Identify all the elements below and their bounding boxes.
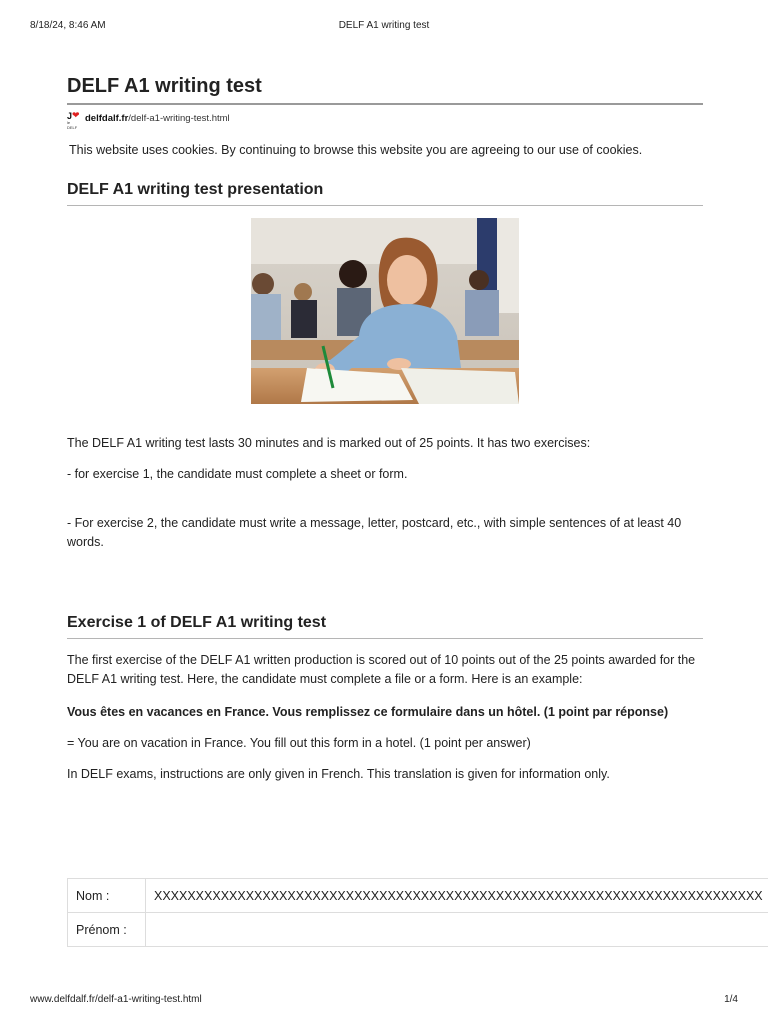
form-label-nom: Nom :	[68, 879, 146, 913]
source-path: /delf-a1-writing-test.html	[128, 112, 230, 124]
section-heading-presentation: DELF A1 writing test presentation	[67, 179, 703, 206]
section-heading-exercise-1: Exercise 1 of DELF A1 writing test	[67, 612, 703, 639]
print-footer	[30, 994, 738, 1008]
print-datetime: 8/18/24, 8:46 AM	[30, 20, 106, 31]
intro-paragraph: The DELF A1 writing test lasts 30 minutes and is marked out of 25 points. It has two exercises:	[67, 436, 591, 450]
translation-note: In DELF exams, instructions are only given in French. This translation is given for information only.	[67, 767, 610, 781]
print-footer-url[interactable]: www.delfdalf.fr/delf-a1-writing-test.html	[30, 994, 202, 1005]
instruction-translation: = You are on vacation in France. You fill out this form in a hotel. (1 point per answer)	[67, 736, 531, 750]
instruction-french: Vous êtes en vacances en France. Vous remplissez ce formulaire dans un hôtel. (1 point par réponse)	[67, 705, 669, 719]
source-line[interactable]	[67, 109, 703, 130]
table-row	[68, 879, 768, 913]
print-document-title: DELF A1 writing test	[338, 20, 430, 31]
site-logo-icon: J ❤ le DELF	[67, 109, 80, 130]
cookie-notice: This website uses cookies. By continuing to browse this website you are agreeing to our use of cookies.	[69, 143, 643, 157]
form-value-nom: XXXXXXXXXXXXXXXXXXXXXXXXXXXXXXXXXXXXXXXXXXXXXXXXXXXXXXXXXXXXXXXXXXXXXXXXX	[146, 879, 768, 913]
page-number: 1/4	[724, 994, 738, 1005]
hotel-form-table	[67, 878, 768, 947]
form-label-prenom: Prénom :	[68, 913, 146, 947]
form-value-prenom	[146, 913, 768, 947]
exercise-1-summary: - for exercise 1, the candidate must complete a sheet or form.	[67, 467, 408, 481]
exam-room-photo	[251, 218, 519, 404]
source-domain: delfdalf.fr	[85, 112, 129, 124]
table-row	[68, 913, 768, 947]
page-title: DELF A1 writing test	[67, 72, 703, 105]
print-header	[30, 20, 738, 34]
article	[67, 72, 703, 784]
exercise-1-description: The first exercise of the DELF A1 written production is scored out of 10 points out of the 25 points awarded for the DELF A1 writing test. Here, the candidate must complete a file or a form. Here is an example:	[67, 653, 696, 686]
exercise-2-summary: - For exercise 2, the candidate must write a message, letter, postcard, etc., with simple sentences of at least 40 words.	[67, 516, 682, 549]
